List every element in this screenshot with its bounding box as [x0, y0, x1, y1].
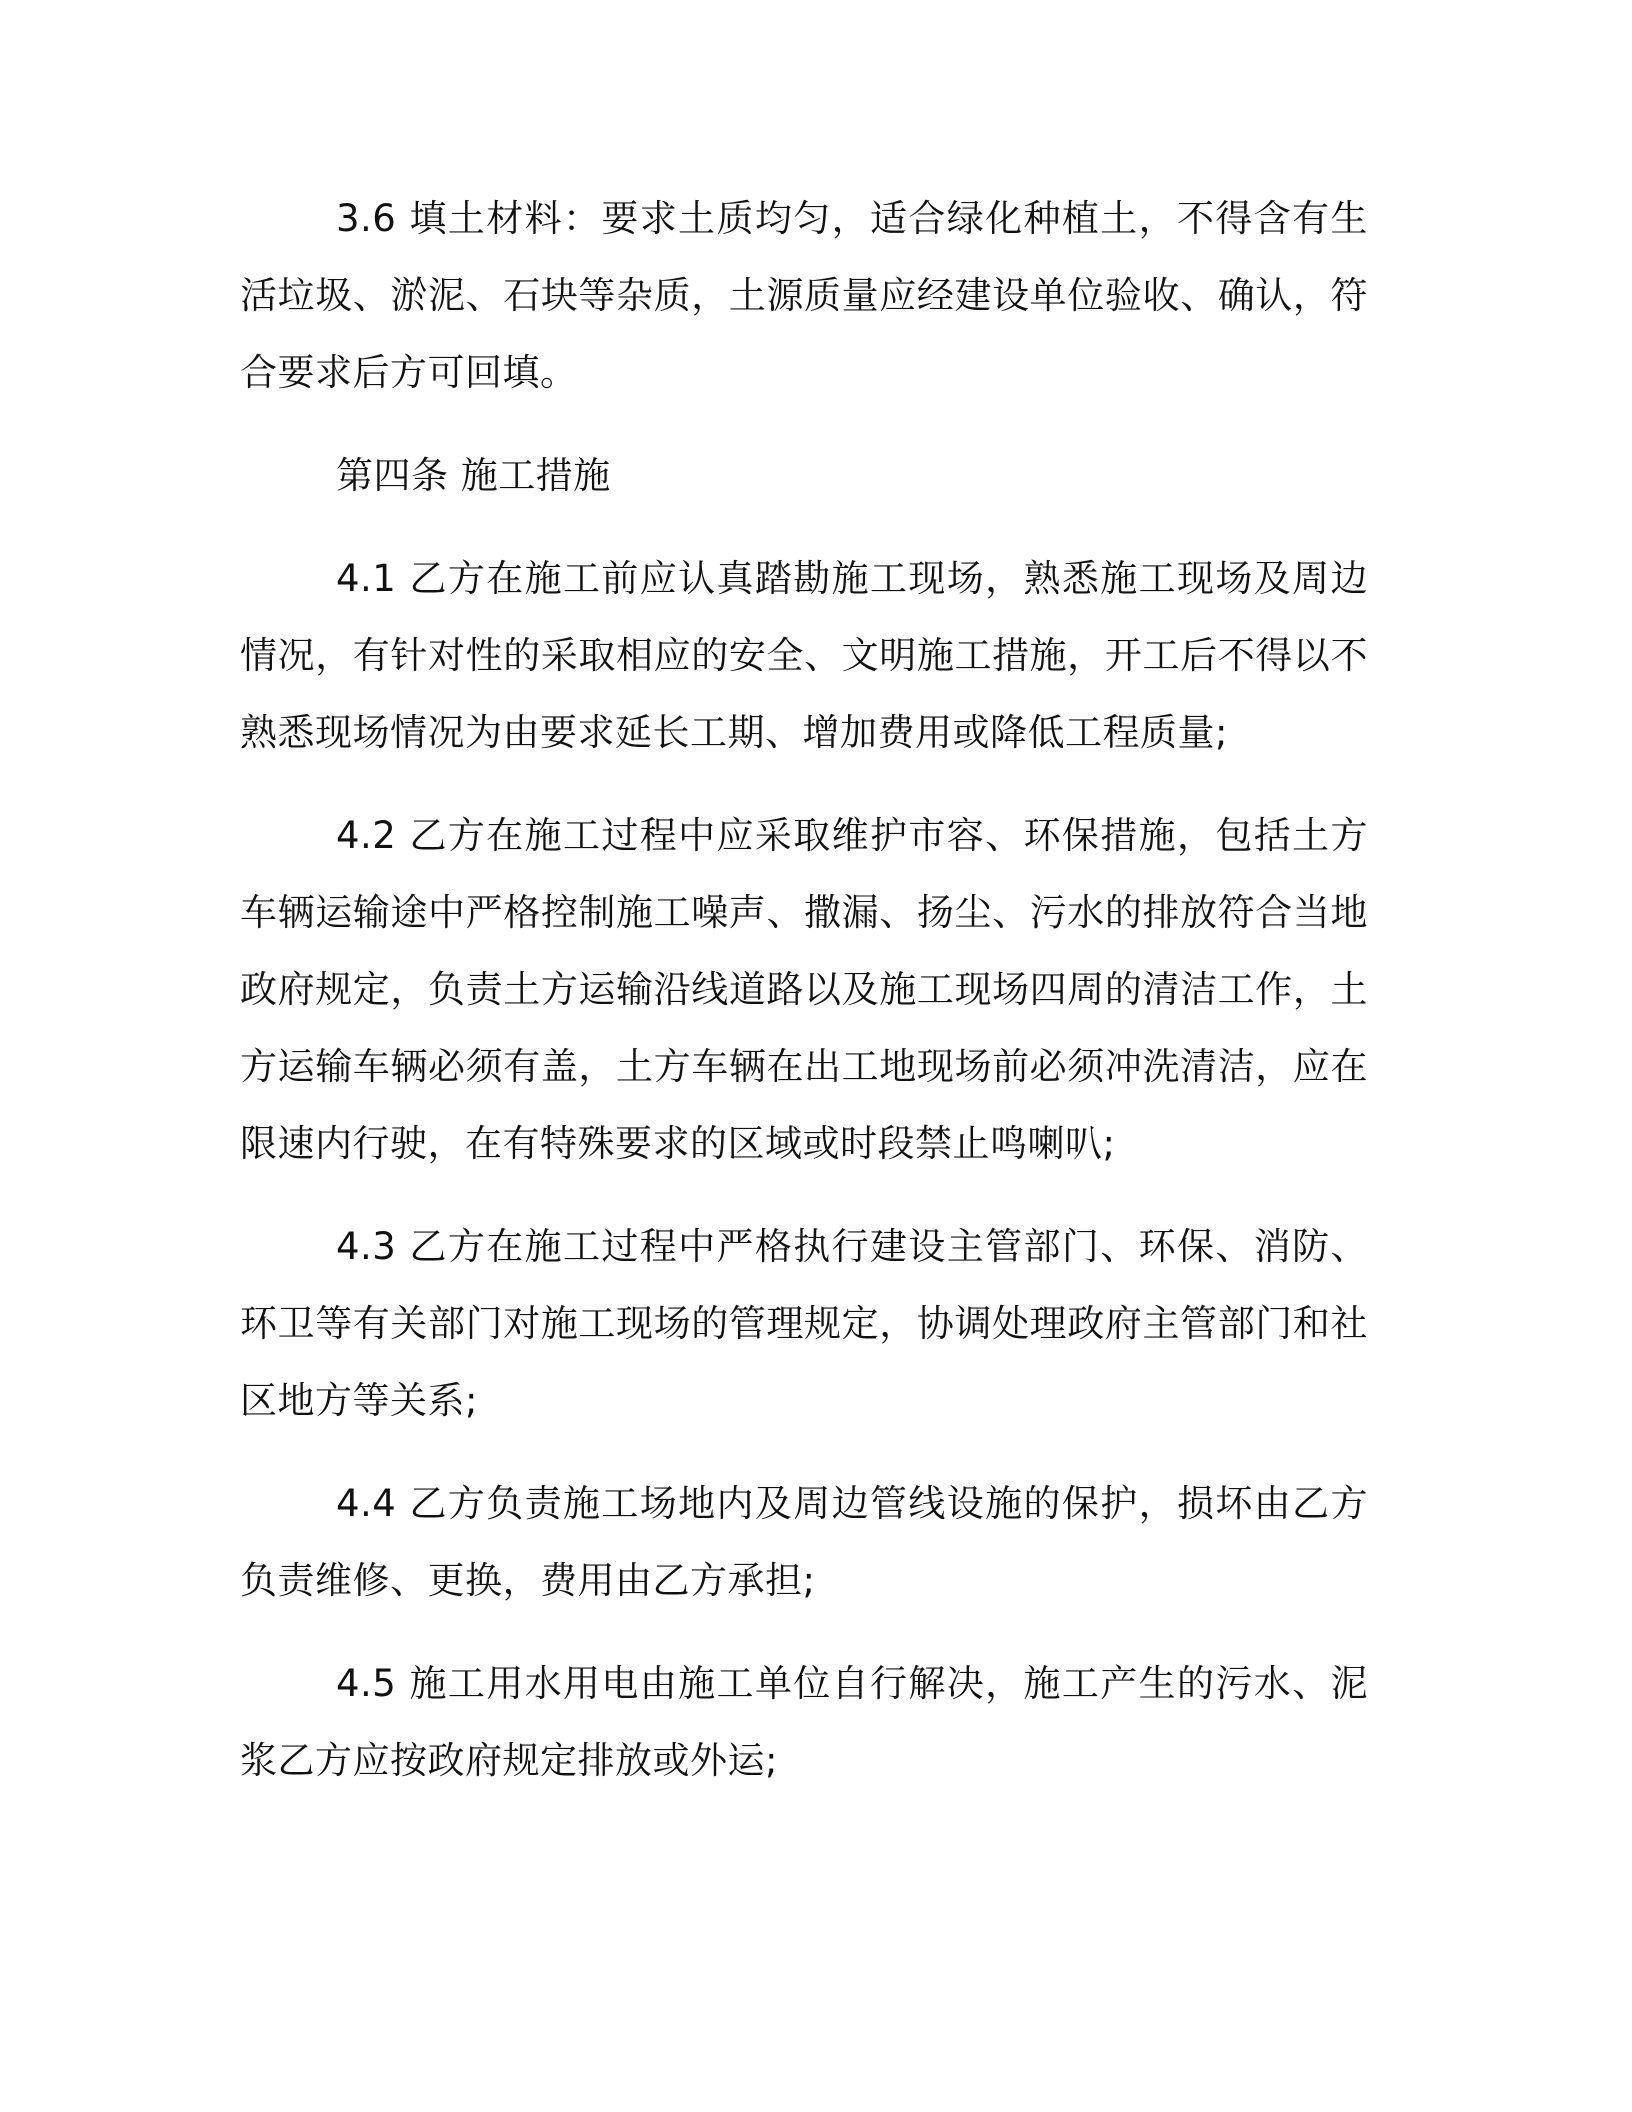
clause-4-4: 4.4 乙方负责施工场地内及周边管线设施的保护，损坏由乙方负责维修、更换，费用由乙方承担; [240, 1482, 1368, 1602]
clause-4-3: 4.3 乙方在施工过程中严格执行建设主管部门、环保、消防、环卫等有关部门对施工现场的管理规定，协调处理政府主管部门和社区地方等关系; [240, 1225, 1368, 1422]
clause-4-5: 4.5 施工用水用电由施工单位自行解决，施工产生的污水、泥浆乙方应按政府规定排放或外运; [240, 1662, 1368, 1782]
article-4-heading: 第四条 施工措施 [336, 454, 611, 497]
clause-4-2: 4.2 乙方在施工过程中应采取维护市容、环保措施，包括土方车辆运输途中严格控制施工噪声、撒漏、扬尘、污水的排放符合当地政府规定，负责土方运输沿线道路以及施工现场四周的清洁工作，土方运输车辆必须有盖，土方车辆在出工地现场前必须冲洗清洁，应在限速内行驶，在有特殊要求的区域或时段禁止鸣喇叭; [240, 814, 1368, 1165]
clause-3-6-fill-material: 3.6 填土材料：要求土质均匀，适合绿化种植土，不得含有生活垃圾、淤泥、石块等杂质，土源质量应经建设单位验收、确认，符合要求后方可回填。 [240, 197, 1368, 394]
clause-4-1: 4.1 乙方在施工前应认真踏勘施工现场，熟悉施工现场及周边情况，有针对性的采取相应的安全、文明施工措施，开工后不得以不熟悉现场情况为由要求延长工期、增加费用或降低工程质量; [240, 557, 1368, 754]
document-page [240, 180, 1368, 1825]
